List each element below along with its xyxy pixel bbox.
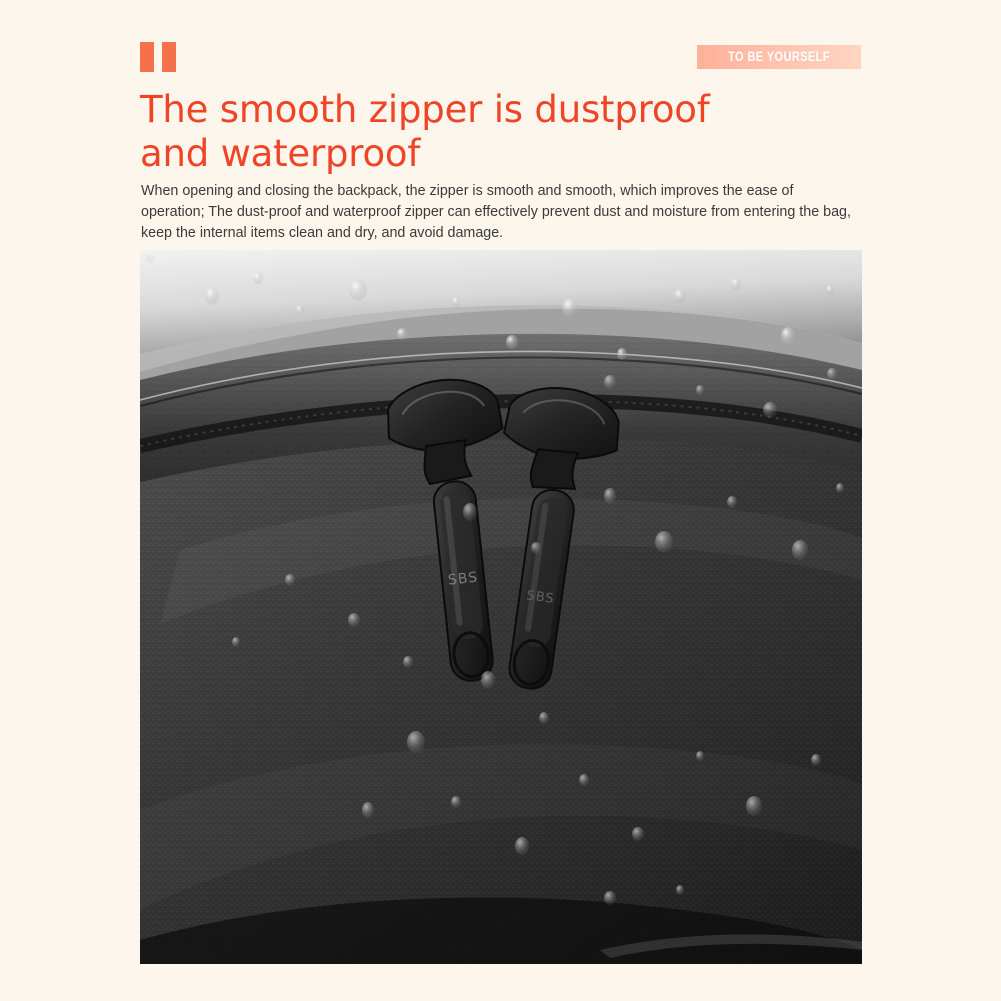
accent-mark-1 [140, 42, 154, 72]
svg-text:SBS: SBS [525, 588, 556, 608]
accent-mark-2 [162, 42, 176, 72]
product-photo [140, 250, 862, 964]
accent-marks [140, 42, 176, 72]
page-title [140, 88, 880, 176]
page-description: When opening and closing the backpack, the zipper is smooth and smooth, which improves the ease of operation; The dust-proof and waterproof zipper can effectively prevent dust and moisture from entering the bag, keep the internal items clean and dry, and avoid damage. [141, 183, 851, 241]
slogan-badge [697, 45, 861, 69]
photo-corner-mark: IB [146, 254, 155, 264]
page-title-line-1: The smooth zipper is dustproof [140, 88, 710, 131]
slogan-badge-label: TO BE YOURSELF [728, 49, 830, 65]
svg-text:SBS: SBS [447, 569, 479, 589]
zipper-photo-illustration [140, 250, 862, 964]
page-title-line-2: and waterproof [140, 132, 421, 175]
